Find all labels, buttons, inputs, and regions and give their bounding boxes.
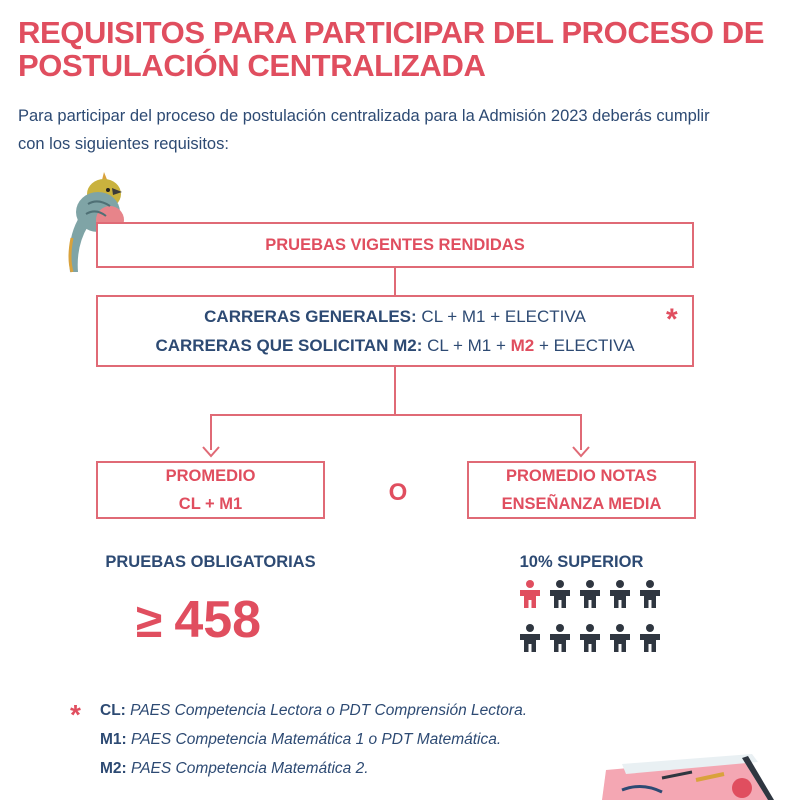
- footnote-text: PAES Competencia Matemática 1 o PDT Matemática.: [131, 731, 502, 748]
- people-grid-svg: [518, 580, 666, 656]
- minimum-score: [136, 590, 261, 652]
- decorative-book-illustration: [592, 752, 792, 800]
- title-line-1: REQUISITOS PARA PARTICIPAR DEL PROCESO DE: [18, 15, 765, 50]
- connector-line: [394, 268, 396, 295]
- person-icon: [580, 624, 600, 652]
- asterisk-icon: *: [666, 303, 678, 336]
- footnote-cl: [100, 696, 527, 725]
- footnote-text: PAES Competencia Lectora o PDT Comprensión Lectora.: [130, 702, 528, 719]
- average-cl-m1-box: [96, 461, 325, 519]
- intro-paragraph: [18, 102, 788, 158]
- person-icon: [610, 580, 630, 608]
- general-careers-row: [204, 302, 586, 331]
- greater-equal-symbol: ≥: [136, 595, 163, 648]
- footnote-key: CL:: [100, 702, 126, 719]
- person-icon: [550, 624, 570, 652]
- arrow-down-icon: [572, 446, 590, 458]
- grades-sublabel: ENSEÑANZA MEDIA: [501, 495, 662, 513]
- tests-taken-label: PRUEBAS VIGENTES RENDIDAS: [265, 235, 525, 254]
- person-icon: [640, 580, 660, 608]
- grades-label: PROMEDIO NOTAS: [506, 467, 657, 485]
- person-icon: [520, 580, 540, 608]
- intro-line-1: Para participar del proceso de postulación centralizada para la Admisión 2023 deberás cumplir: [18, 107, 710, 125]
- tests-taken-box: [96, 222, 694, 268]
- person-icon: [550, 580, 570, 608]
- top-percent-heading: 10% SUPERIOR: [519, 553, 644, 571]
- minimum-score-value: 458: [174, 591, 262, 649]
- m2-highlight: M2: [510, 336, 535, 355]
- title-line-2: POSTULACIÓN CENTRALIZADA: [18, 48, 486, 83]
- intro-line-2: con los siguientes requisitos:: [18, 135, 229, 153]
- general-careers-value: CL + M1 + ELECTIVA: [421, 307, 586, 326]
- connector-line: [580, 414, 582, 450]
- footnote-text: PAES Competencia Matemática 2.: [131, 760, 369, 777]
- person-icon: [640, 624, 660, 652]
- average-subjects: CL + M1: [178, 495, 243, 513]
- m2-careers-label: CARRERAS QUE SOLICITAN M2:: [155, 336, 423, 355]
- or-label: O: [388, 479, 408, 506]
- page-title: [18, 16, 788, 82]
- m2-careers-value-b: + ELECTIVA: [534, 336, 635, 355]
- footnote-key: M2:: [100, 760, 127, 777]
- arrow-down-icon: [202, 446, 220, 458]
- connector-line: [394, 367, 396, 415]
- footnote-key: M1:: [100, 731, 127, 748]
- footnote-m2: [100, 754, 527, 783]
- connector-line: [210, 414, 212, 450]
- asterisk-icon: *: [70, 699, 81, 730]
- average-label: PROMEDIO: [165, 467, 256, 485]
- footnotes: [100, 696, 527, 783]
- person-icon: [610, 624, 630, 652]
- people-grid: [518, 580, 666, 656]
- person-icon: [520, 624, 540, 652]
- person-icon: [580, 580, 600, 608]
- mandatory-tests-heading: PRUEBAS OBLIGATORIAS: [105, 553, 316, 571]
- footnote-m1: [100, 725, 527, 754]
- high-school-grades-box: [467, 461, 696, 519]
- connector-line: [210, 414, 582, 416]
- m2-careers-row: [155, 331, 634, 360]
- general-careers-label: CARRERAS GENERALES:: [204, 307, 417, 326]
- career-requirements-box: [96, 295, 694, 367]
- m2-careers-value-a: CL + M1 +: [427, 336, 511, 355]
